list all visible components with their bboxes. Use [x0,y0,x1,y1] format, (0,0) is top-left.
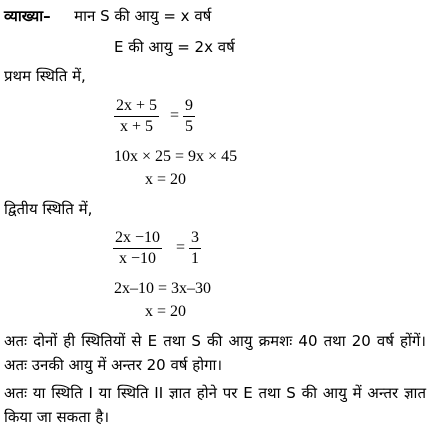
case2-fraction-right [189,228,201,269]
case2-step-1: 2x–10 = 3x–30 [114,280,212,297]
case1-fraction-left [114,96,159,137]
explanation-assumption-s: मान S की आयु = x वर्ष [74,7,212,25]
explanation-label: व्याख्या– [4,7,51,25]
case1-fraction-left-denominator: x + 5 [120,118,154,135]
case2-fraction-right-numerator: 3 [189,228,201,249]
explanation-line-1 [4,6,211,26]
case1-result: x = 20 [145,171,187,188]
case2-result: x = 20 [145,303,187,320]
case2-fraction-left-numerator: 2x −10 [113,228,162,249]
case2-fraction-left [113,228,162,269]
case2-fraction-left-denominator: x −10 [119,250,157,267]
conclusion-paragraph-1: अतः दोनों ही स्थितियों से E तथा S की आयु क्रमशः 40 तथा 20 वर्ष होंगें। अतः उनकी आयु में अन्तर 20 वर्ष होगा। [4,332,426,374]
case1-equals: = [170,107,180,124]
conclusion-paragraph-2: अतः या स्थिति I या स्थिति II ज्ञात होने पर E तथा S की आयु में अन्तर ज्ञात किया जा सकता है। [4,384,426,426]
case1-fraction-right-numerator: 9 [183,96,195,117]
case2-fraction-right-denominator: 1 [191,250,199,267]
explanation-assumption-e: E की आयु = 2x वर्ष [114,38,235,56]
case1-fraction-right [183,96,195,137]
case1-step-1: 10x × 25 = 9x × 45 [114,148,238,165]
case2-heading: द्वितीय स्थिति में, [4,200,93,218]
case1-heading: प्रथम स्थिति में, [4,67,86,85]
case1-fraction-left-numerator: 2x + 5 [114,96,159,117]
case1-fraction-right-denominator: 5 [185,118,193,135]
case2-equals: = [176,239,186,256]
